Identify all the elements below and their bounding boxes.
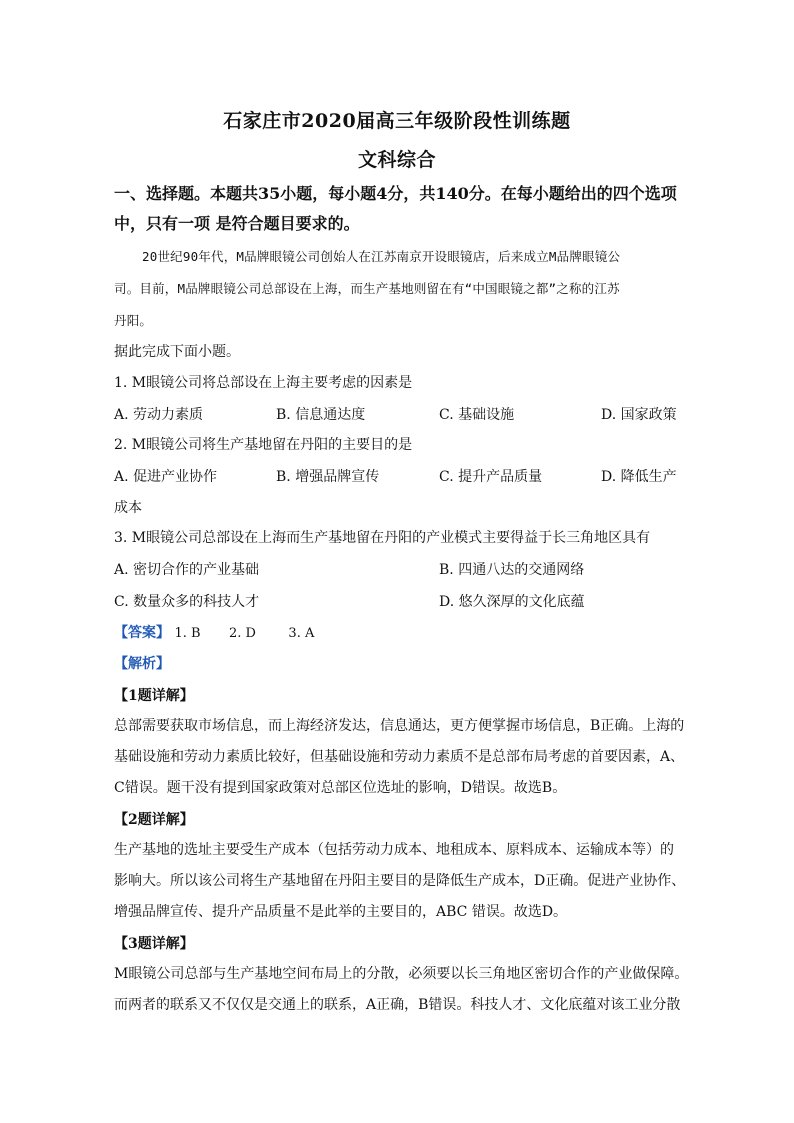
question-3-option-a: A. 密切合作的产业基础 xyxy=(114,562,260,578)
passage-line1: 20世纪90年代，M品牌眼镜公司创始人在江苏南京开设眼镜店，后来成立M品牌眼镜公 xyxy=(142,249,621,264)
answer-block xyxy=(114,622,314,642)
question-2-option-b: B. 增强品牌宣传 xyxy=(276,469,380,485)
detail-3-tag: 【3题详解】 xyxy=(114,936,194,952)
detail-2-tag: 【2题详解】 xyxy=(114,812,194,828)
detail-1-line1: 总部需要获取市场信息，而上海经济发达，信息通达，更方便掌握市场信息，B正确。上海的 xyxy=(114,718,685,734)
question-2-stem: 2. M眼镜公司将生产基地留在丹阳的主要目的是 xyxy=(114,437,413,453)
detail-1-tag: 【1题详解】 xyxy=(114,688,194,704)
question-1-option-a: A. 劳动力素质 xyxy=(114,407,204,423)
detail-3-line1: M眼镜公司总部与生产基地空间布局上的分散，必须要以长三角地区密切合作的产业做保障。 xyxy=(114,966,689,982)
question-1-stem: 1. M眼镜公司将总部设在上海主要考虑的因素是 xyxy=(114,375,413,391)
question-3-option-c: C. 数量众多的科技人才 xyxy=(114,594,260,610)
answer-3: 3. A xyxy=(288,626,315,641)
question-2-option-a: A. 促进产业协作 xyxy=(114,469,218,485)
section-instruction-line1: 一、选择题。本题共35小题，每小题4分，共140分。在每小题给出的四个选项 xyxy=(114,184,677,203)
question-2-option-c: C. 提升产品质量 xyxy=(439,469,543,485)
detail-3-line2: 而两者的联系又不仅仅是交通上的联系，A正确，B错误。科技人才、文化底蕴对该工业分散 xyxy=(114,997,681,1013)
question-3-option-b: B. 四通八达的交通网络 xyxy=(439,562,585,578)
answer-1: 1. B xyxy=(174,626,201,641)
analysis-tag: 【解析】 xyxy=(114,656,170,672)
question-3-stem: 3. M眼镜公司总部设在上海而生产基地留在丹阳的产业模式主要得益于长三角地区具有 xyxy=(114,530,651,546)
detail-1-line3: C错误。题干没有提到国家政策对总部区位选址的影响，D错误。故选B。 xyxy=(114,780,567,796)
detail-2-line3: 增强品牌宣传、提升产品质量不是此举的主要目的，ABC 错误。故选D。 xyxy=(114,904,568,920)
detail-1-line2: 基础设施和劳动力素质比较好，但基础设施和劳动力素质不是总部布局考虑的首要因素，A、 xyxy=(114,749,685,765)
passage-prompt: 据此完成下面小题。 xyxy=(114,344,240,360)
answer-2: 2. D xyxy=(229,626,256,641)
answer-tag: 【答案】 xyxy=(114,625,170,641)
question-2-option-d-continued: 成本 xyxy=(114,500,142,516)
page-subtitle: 文科综合 xyxy=(357,149,436,171)
question-1-option-c: C. 基础设施 xyxy=(439,407,515,423)
section-instruction-line2: 中，只有一项 是符合题目要求的。 xyxy=(114,214,360,233)
detail-2-line1: 生产基地的选址主要受生产成本（包括劳动力成本、地租成本、原料成本、运输成本等）的 xyxy=(114,842,674,858)
question-1-option-d: D. 国家政策 xyxy=(601,407,677,423)
passage-line3: 丹阳。 xyxy=(114,313,153,328)
question-1-option-b: B. 信息通达度 xyxy=(276,407,366,423)
question-2-option-d: D. 降低生产 xyxy=(601,469,677,485)
question-3-option-d: D. 悠久深厚的文化底蕴 xyxy=(439,594,585,610)
passage-line2: 司。目前，M品牌眼镜公司总部设在上海，而生产基地则留在有“中国眼镜之都”之称的江苏 xyxy=(114,281,620,296)
detail-2-line2: 影响大。所以该公司将生产基地留在丹阳主要目的是降低生产成本，D正确。促进产业协作、 xyxy=(114,873,686,889)
page-title: 石家庄市2020届高三年级阶段性训练题 xyxy=(223,110,571,132)
